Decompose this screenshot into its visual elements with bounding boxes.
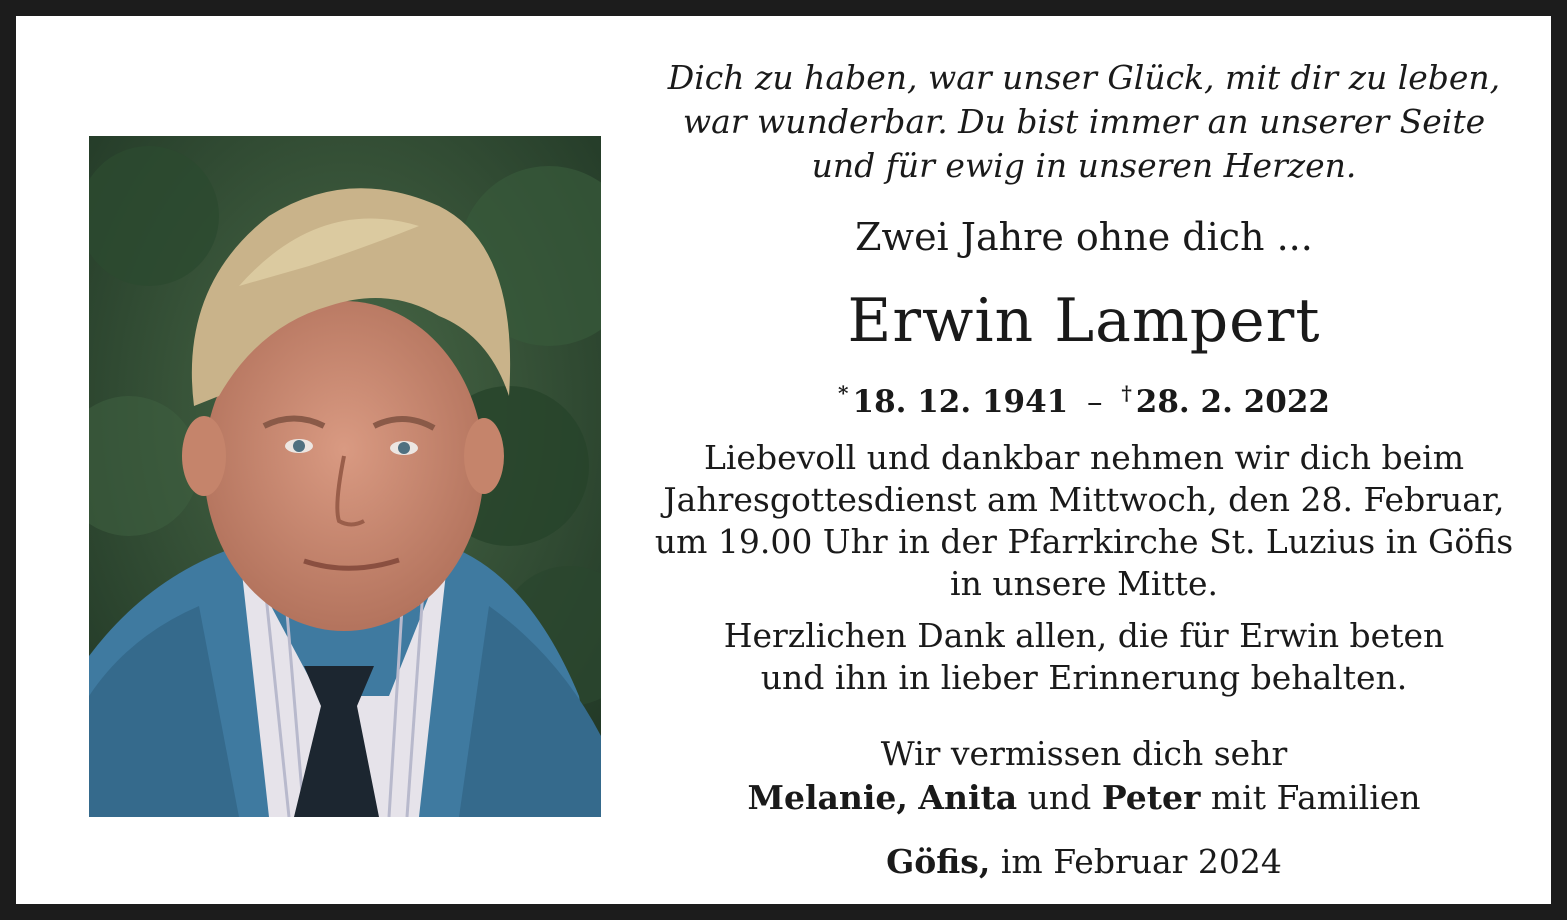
death-symbol: † <box>1121 381 1132 405</box>
service-announcement <box>634 437 1534 605</box>
death-date: 28. 2. 2022 <box>1135 384 1330 420</box>
family-name: Melanie, <box>747 778 908 817</box>
announcement-line: in unsere Mitte. <box>950 564 1218 603</box>
place-town: Göfis, <box>886 842 991 881</box>
obituary-text <box>634 56 1534 883</box>
family-name: Peter <box>1101 778 1201 817</box>
family-conjunction: und <box>1027 778 1092 817</box>
life-dates <box>634 374 1534 421</box>
quote-line: und für ewig in unseren Herzen. <box>811 146 1357 185</box>
date-separator: – <box>1087 384 1103 420</box>
deceased-name: Erwin Lampert <box>847 286 1321 356</box>
family-signature <box>634 777 1534 819</box>
quote-line: Dich zu haben, war unser Glück, mit dir zu leben, <box>667 58 1501 97</box>
quote-line: war wunderbar. Du bist immer an unserer Seite <box>682 102 1486 141</box>
memorial-quote <box>634 56 1534 188</box>
announcement-line: Jahresgottesdienst am Mittwoch, den 28. Februar, <box>663 480 1505 519</box>
birth-date: 18. 12. 1941 <box>852 384 1069 420</box>
announcement-line: Liebevoll und dankbar nehmen wir dich beim <box>703 438 1465 477</box>
closing-line: Wir vermissen dich sehr <box>880 734 1288 773</box>
portrait-image <box>89 136 601 817</box>
subtitle: Zwei Jahre ohne dich ... <box>855 215 1313 259</box>
family-suffix: mit Familien <box>1210 778 1421 817</box>
thanks-text <box>634 615 1534 699</box>
thanks-line: Herzlichen Dank allen, die für Erwin beten <box>723 616 1445 655</box>
family-name: Anita <box>918 778 1018 817</box>
place-date <box>634 841 1534 883</box>
announcement-line: um 19.00 Uhr in der Pfarrkirche St. Luzius in Göfis <box>654 522 1514 561</box>
place-date-text: im Februar 2024 <box>1000 842 1282 881</box>
thanks-line: und ihn in lieber Erinnerung behalten. <box>760 658 1408 697</box>
birth-symbol: * <box>838 381 849 405</box>
portrait-photo <box>89 136 601 817</box>
